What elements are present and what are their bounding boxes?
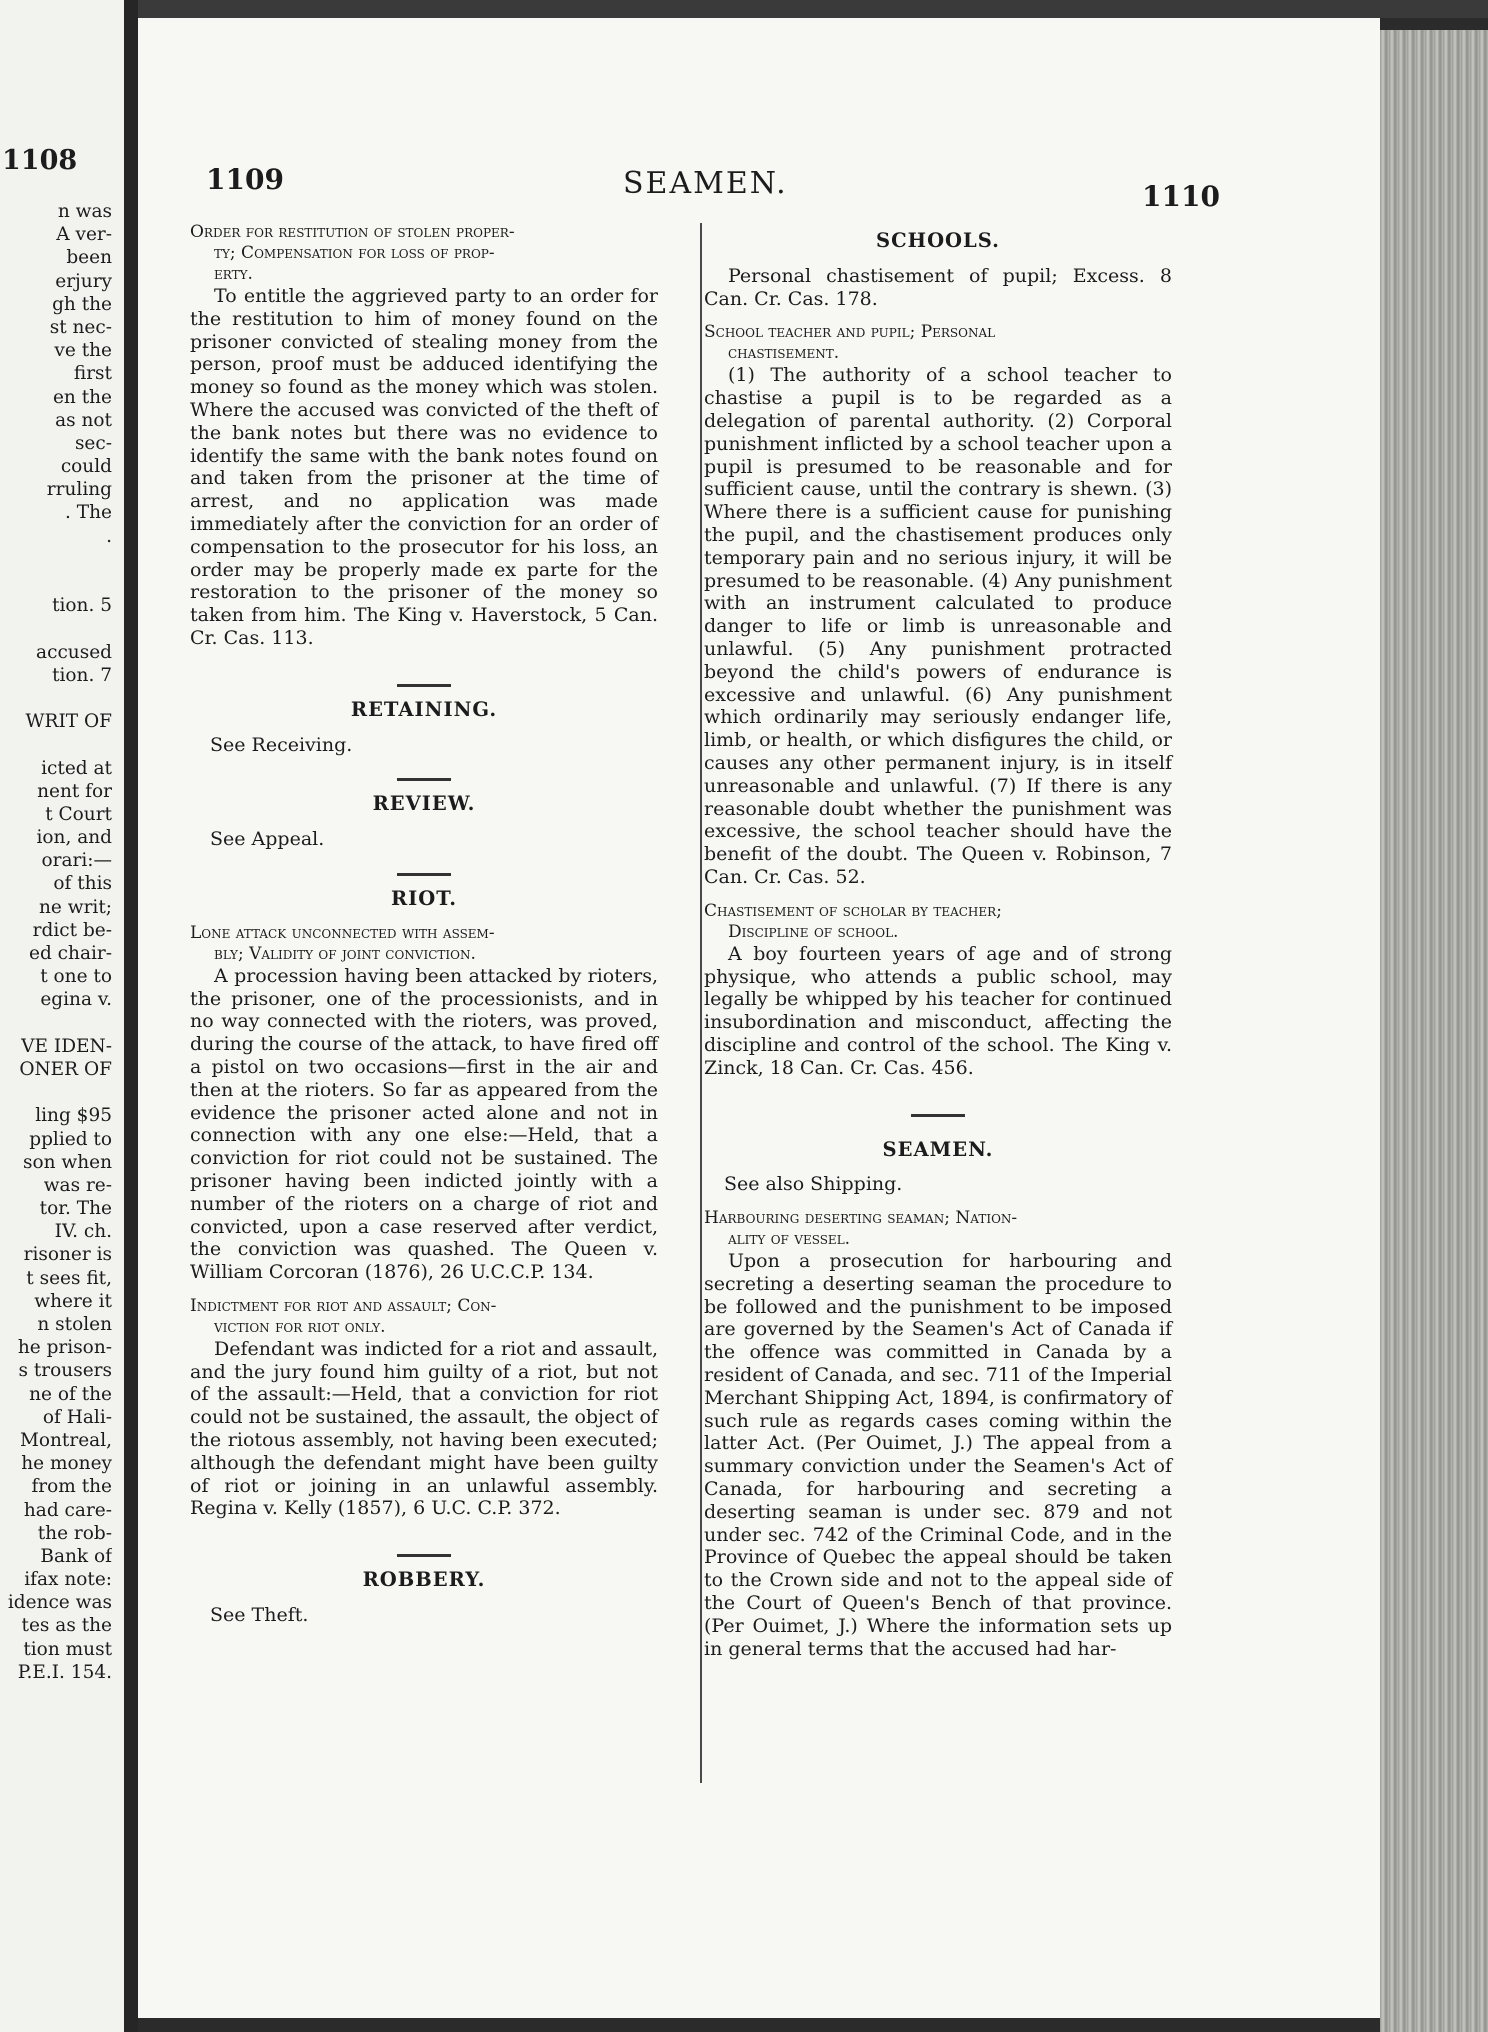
previous-page-line: the rob-	[37, 1522, 112, 1544]
previous-page-line	[0, 733, 112, 756]
seamen-paragraph: Upon a prosecution for harbouring and secreting a deserting seaman the procedure to be followed and the punishment to be imposed are governed by the Seamen's Act of Canada if the offence was committed in Canada by a resident of Canada, and sec. 711 of the Imperial Merchant Shipping Act, 1894, is confirmatory of such rule as regards cases coming within the latter Act. (Per Ouimet, J.) The appeal from a summary conviction under the Seamen's Act of Canada, for harbouring and secreting a deserting seaman is under sec. 879 and not under sec. 742 of the Criminal Code, and in the Province of Quebec the appeal should be taken to the Crown side and not to the appeal side of the Court of Queen's Bench of that province. (Per Ouimet, J.) Where the information sets up in general terms that the accused had har-	[704, 1250, 1172, 1660]
riot-paragraph-1: A procession having been attacked by rioters, the prisoner, one of the processionists, and in no way connected with the rioters, was proved, during the course of the attack, to have fired off a pistol on two occasions—first in the air and then at the rioters. So far as appeared from the evidence the prisoner acted alone and not in connection with any one else:—Held, that a conviction for riot could not be sustained. The prisoner having been indicted jointly with a number of the rioters on a charge of riot and convicted, upon a case reserved after verdict, the conviction was quashed. The Queen v. William Corcoran (1876), 26 U.C.C.P. 134.	[190, 964, 658, 1284]
previous-page-line: he prison-	[17, 1337, 112, 1359]
previous-page-line	[0, 1081, 112, 1104]
previous-page-text	[0, 200, 112, 1684]
schools-heading: SCHOOLS.	[876, 229, 1000, 252]
previous-page-line: ne writ;	[38, 896, 112, 918]
restitution-subhead-line: erty.	[214, 264, 253, 284]
riot-paragraph-2: Defendant was indicted for a riot and assault, and the jury found him guilty of a riot, but not of the assault:—Held, that a conviction for riot could not be sustained, the assault, the object of the riotous assembly, not having been executed; although the defendant might have been guilty of riot or joining in an unlawful assembly. Regina v. Kelly (1857), 6 U.C. C.P. 372.	[190, 1337, 658, 1520]
restitution-subhead-line: Order for restitution of stolen proper-	[190, 222, 515, 242]
previous-page-line: st nec-	[49, 316, 112, 338]
previous-page-line: Bank of	[40, 1545, 112, 1567]
schools-subhead-line: School teacher and pupil; Personal	[704, 322, 996, 343]
schools-subhead-line: chastisement.	[728, 343, 840, 364]
previous-page-number: 1108	[2, 145, 78, 176]
restitution-subhead-line: ty; Compensation for loss of prop-	[214, 243, 495, 263]
previous-page-line: VE IDEN-	[21, 1035, 112, 1057]
left-page-number: 1109	[206, 163, 284, 196]
review-heading: REVIEW.	[372, 792, 476, 816]
previous-page-line: as not	[55, 409, 112, 431]
restitution-subhead	[190, 222, 658, 285]
previous-page-line: rdict be-	[32, 919, 112, 941]
book-page	[138, 18, 1380, 2018]
restitution-paragraph: To entitle the aggrieved party to an order for the restitution to him of money found on the prisoner convicted of stealing money from the person, proof must be adduced identifying the money so found as the money which was stolen. Where the accused was convicted of the theft of the bank notes but there was no evidence to identify the same with the bank notes found on and taken from the prisoner at the time of arrest, and no application was made immediately after the conviction for an order of compensation to the prosecutor for his loss, an order may be properly made ex parte for the restoration to the prisoner of the money so taken from him. The King v. Haverstock, 5 Can. Cr. Cas. 113.	[190, 285, 658, 649]
previous-page-line: en the	[52, 386, 112, 408]
previous-page-line: n was	[57, 201, 112, 222]
previous-page-line: ONER OF	[19, 1058, 112, 1080]
previous-page-line	[0, 617, 112, 640]
previous-page-line: tor. The	[39, 1198, 112, 1220]
schools-paragraph-1: (1) The authority of a school teacher to chastise a pupil is to be regarded as a delegation of parental authority. (2) Corporal punishment inflicted by a school teacher upon a pupil is presumed to be reasonable and for sufficient cause, until the contrary is shewn. (3) Where there is a sufficient cause for punishing the pupil, and the chastisement produces only temporary pain and no serious injury, it will be presumed to be reasonable. (4) Any punishment with an instrument calculated to produce danger to life or limb is unreasonable and unlawful. (5) Any punishment protracted beyond the child's powers of endurance is excessive and unlawful. (6) Any punishment which ordinarily may seriously endanger life, limb, or health, or which disfigures the child, or causes any other permanent injury, is in itself unreasonable and unlawful. (7) If there is any reasonable doubt whether the punishment was excessive, the school teacher should have the benefit of the doubt. The Queen v. Robinson, 7 Can. Cr. Cas. 52.	[704, 364, 1172, 888]
running-title: SEAMEN.	[623, 166, 788, 201]
previous-page-line: risoner is	[23, 1244, 112, 1266]
previous-page-line: tes as the	[21, 1615, 112, 1637]
riot-subhead-2	[190, 1296, 658, 1338]
previous-page-line: A ver-	[56, 224, 112, 246]
riot-subhead-line: bly; Validity of joint conviction.	[214, 943, 476, 964]
previous-page-line: icted at	[41, 757, 112, 779]
seamen-cross-reference: See also Shipping.	[724, 1173, 903, 1196]
seamen-subhead-line: Harbouring deserting seaman; Nation-	[704, 1208, 1018, 1229]
riot-heading: RIOT.	[390, 886, 458, 910]
previous-page-line: idence was	[7, 1592, 112, 1614]
review-cross-reference: See Appeal.	[210, 828, 325, 851]
previous-page-line: rruling	[46, 479, 112, 501]
previous-page-line: had care-	[23, 1499, 112, 1521]
book-gutter	[124, 0, 138, 2032]
previous-page-line: been	[66, 247, 112, 269]
schools-paragraph-2: A boy fourteen years of age and of strong physique, who attends a public school, may legally be whipped by his teacher for continued insubordination and misconduct, affecting the discipline and control of the school. The King v. Zinck, 18 Can. Cr. Cas. 456.	[704, 942, 1172, 1079]
previous-page-line: of this	[53, 873, 112, 895]
previous-page-line: son when	[22, 1151, 112, 1173]
previous-page-line: P.E.I. 154.	[17, 1661, 112, 1683]
previous-page-line: t Court	[45, 803, 112, 825]
previous-page-line: Montreal,	[19, 1429, 112, 1451]
previous-page-line	[0, 687, 112, 710]
seamen-subhead	[704, 1208, 1172, 1250]
robbery-heading: ROBBERY.	[362, 1568, 486, 1592]
previous-page-line: .	[106, 525, 112, 547]
robbery-cross-reference: See Theft.	[210, 1604, 309, 1627]
previous-page-line: orari:—	[41, 850, 112, 872]
previous-page-line: IV. ch.	[54, 1221, 112, 1243]
schools-subhead-line: Discipline of school.	[728, 921, 899, 942]
previous-page-line: tion must	[23, 1638, 112, 1660]
previous-page-line: ifax note:	[24, 1569, 112, 1591]
previous-page-line: WRIT OF	[25, 711, 112, 733]
previous-page-line: was re-	[43, 1174, 112, 1196]
schools-intro: Personal chastisement of pupil; Excess. 8 Can. Cr. Cas. 178.	[704, 264, 1172, 310]
seamen-subhead-line: ality of vessel.	[728, 1229, 851, 1250]
book-fore-edge	[1380, 30, 1488, 2032]
riot-subhead-1	[190, 923, 658, 965]
previous-page-line: tion. 7	[52, 664, 112, 686]
previous-page-line: egina v.	[40, 989, 112, 1011]
previous-page-line: he money	[21, 1453, 112, 1475]
riot-subhead-line: Lone attack unconnected with assem-	[190, 922, 495, 943]
previous-page-line: where it	[34, 1290, 112, 1312]
previous-page-edge	[0, 0, 132, 2032]
retaining-cross-reference: See Receiving.	[210, 733, 353, 756]
previous-page-line: ling $95	[35, 1105, 112, 1127]
previous-page-line: of Hali-	[42, 1406, 112, 1428]
previous-page-line: gh the	[52, 293, 112, 315]
previous-page-line	[0, 571, 112, 594]
previous-page-line: n stolen	[37, 1314, 112, 1335]
riot-subhead-line: viction for riot only.	[214, 1316, 386, 1337]
previous-page-line: ed chair-	[29, 943, 112, 964]
previous-page-line	[0, 548, 112, 571]
left-column	[190, 222, 658, 1627]
previous-page-line: could	[60, 456, 112, 478]
previous-page-line: accused	[36, 641, 112, 663]
schools-subhead-line: Chastisement of scholar by teacher;	[704, 900, 1002, 921]
top-shadow	[138, 0, 1488, 18]
previous-page-line: from the	[31, 1476, 112, 1498]
previous-page-line: tion. 5	[52, 595, 112, 617]
previous-page-line	[0, 1012, 112, 1035]
right-column	[704, 230, 1172, 1660]
previous-page-line: erjury	[55, 270, 112, 292]
previous-page-line: ne of the	[29, 1383, 112, 1405]
retaining-heading: RETAINING.	[350, 697, 498, 721]
riot-subhead-line: Indictment for riot and assault; Con-	[190, 1295, 497, 1316]
column-divider	[700, 223, 702, 1783]
previous-page-line: ion, and	[36, 827, 112, 849]
seamen-heading: SEAMEN.	[882, 1137, 994, 1161]
previous-page-line: sec-	[74, 432, 112, 454]
previous-page-line: pplied to	[29, 1128, 112, 1150]
schools-subhead-1	[704, 322, 1172, 364]
previous-page-line: t sees fit,	[26, 1267, 112, 1289]
schools-subhead-2	[704, 901, 1172, 943]
right-page-number: 1110	[1142, 180, 1220, 213]
previous-page-line: nent for	[37, 780, 112, 802]
previous-page-line: . The	[65, 502, 112, 524]
previous-page-line: first	[73, 363, 112, 385]
previous-page-line: s trousers	[18, 1360, 112, 1382]
previous-page-line: ve the	[54, 340, 112, 362]
previous-page-line: t one to	[40, 966, 112, 988]
